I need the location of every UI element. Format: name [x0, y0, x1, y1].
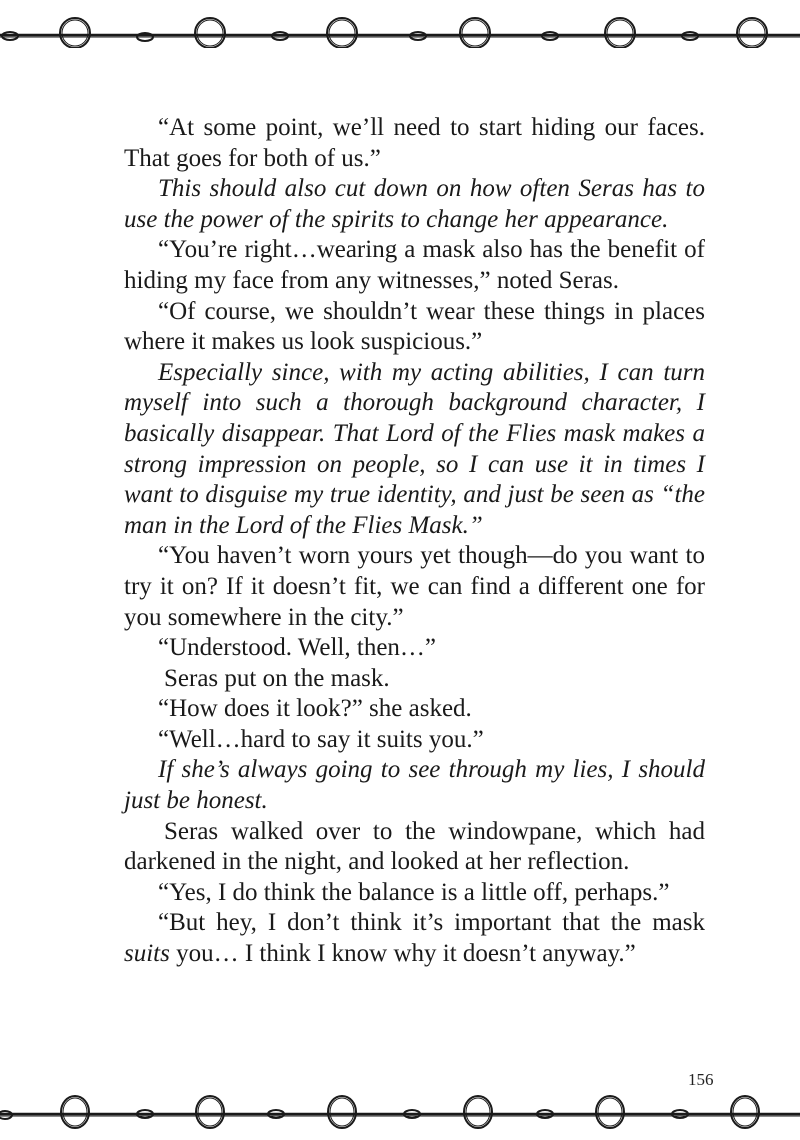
paragraph-narration: Seras walked over to the windowpane, which had darkened in the night, and looked at her reflection. — [124, 817, 705, 876]
paragraph-dialogue-final — [124, 908, 705, 969]
paragraph-dialogue: “At some point, we’ll need to start hiding our faces. That goes for both of us.” — [124, 114, 705, 172]
paragraph-narration: Seras put on the mask. — [164, 664, 390, 692]
paragraph-dialogue: “Well…hard to say it suits you.” — [158, 725, 484, 753]
emphasis-text: suits — [124, 940, 170, 968]
paragraph-dialogue: “You haven’t worn yours yet though—do you want to try it on? If it doesn’t fit, we can find a different one for you somewhere in the city.” — [124, 542, 705, 631]
paragraph-dialogue: “Yes, I do think the balance is a little off, perhaps.” — [158, 878, 670, 906]
text-segment: you… I think I know why it doesn’t anyway.” — [169, 940, 636, 968]
chain-border-bottom-icon — [0, 1092, 800, 1132]
page-number: 156 — [688, 1070, 714, 1089]
paragraph-dialogue: “Understood. Well, then…” — [158, 634, 437, 662]
paragraph-thought: Especially since, with my acting abilities, I can turn myself into such a thorough background character, I basically disappear. That Lord of the Flies mask makes a strong impression on people, so I can use it in times I want to disguise my true identity, and just be seen as “the man in the Lord of the Flies Mask.” — [124, 358, 705, 539]
chain-border-top-icon — [0, 8, 800, 48]
paragraph-dialogue: “You’re right…wearing a mask also has the benefit of hiding my face from any witnesses,” noted Seras. — [124, 236, 705, 294]
paragraph-thought: If she’s always going to see through my lies, I should just be honest. — [124, 756, 705, 815]
paragraph-thought: This should also cut down on how often Seras has to use the power of the spirits to change her appearance. — [124, 175, 705, 233]
paragraph-dialogue: “How does it look?” she asked. — [158, 695, 472, 723]
paragraph-dialogue: “Of course, we shouldn’t wear these things in places where it makes us look suspicious.” — [124, 297, 705, 356]
text-segment: “But hey, I don’t think it’s important that the mask — [158, 909, 705, 937]
book-page-text — [124, 113, 705, 970]
